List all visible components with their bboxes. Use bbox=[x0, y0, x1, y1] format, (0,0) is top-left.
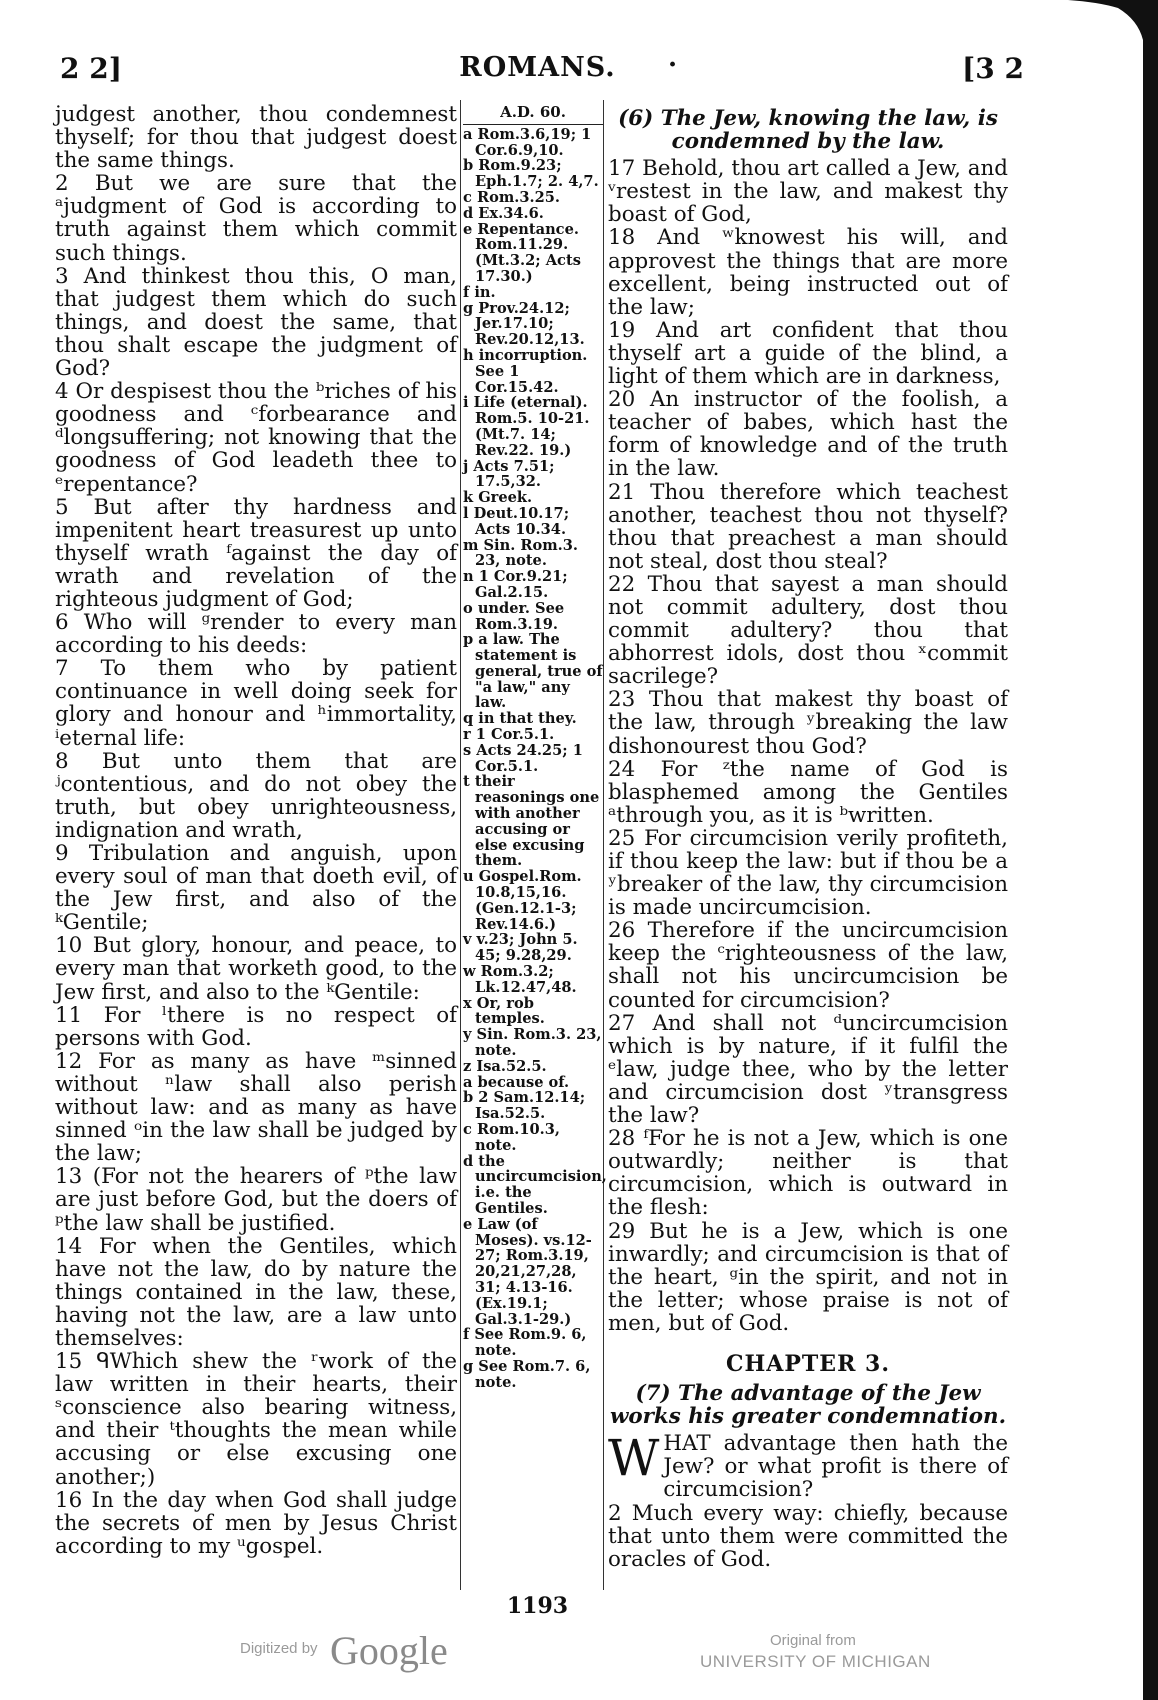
margin-references bbox=[463, 103, 607, 1391]
verse-text: 12 For as many as have ᵐsinned without ⁿlaw shall also perish without law: and as many as have sinned ᵒin the law shall be judged by the law; bbox=[55, 1048, 457, 1167]
margin-note: e Repentance. Rom.11.29. (Mt.3.2; Acts 17.30.) bbox=[463, 220, 581, 285]
header-dot: · bbox=[668, 50, 678, 80]
margin-note: d the uncircumcision, i.e. the Gentiles. bbox=[463, 1152, 607, 1217]
margin-note: c Rom.10.3, note. bbox=[463, 1121, 560, 1154]
left-text-column bbox=[55, 103, 457, 1558]
margin-date: A.D. 60. bbox=[463, 105, 603, 125]
column-rule-right bbox=[603, 100, 604, 1590]
verse-text: 24 For ᶻthe name of God is blasphemed among the Gentiles ᵃthrough you, as it is ᵇwritten. bbox=[608, 756, 1008, 828]
digitized-by-label: Digitized by bbox=[240, 1640, 318, 1657]
page-title: ROMANS. bbox=[459, 52, 616, 83]
verse-text: 25 For circumcision verily profiteth, if thou keep the law: but if thou be a ʸbreaker of the law, thy circumcision is made uncircumcision. bbox=[608, 825, 1008, 921]
margin-note: d Ex.34.6. bbox=[463, 204, 544, 222]
verse-text: 2 But we are sure that the ᵃjudgment of God is according to truth against them which commit such things. bbox=[55, 171, 457, 266]
verse-text: 8 But unto them that are ʲcontentious, and do not obey the truth, but obey unrighteousness, indignation and wrath, bbox=[55, 748, 457, 843]
margin-note: r 1 Cor.5.1. bbox=[463, 726, 555, 744]
verse-text: 22 Thou that sayest a man should not commit adultery, dost thou commit adultery? thou that abhorrest idols, dost thou ˣcommit sacrilege? bbox=[608, 571, 1008, 690]
google-logo: Google bbox=[330, 1628, 448, 1673]
margin-note: o under. See Rom.3.19. bbox=[463, 599, 565, 633]
verse-text: 26 Therefore if the uncircumcision keep the ᶜrighteousness of the law, shall not his uncircumcision be counted for circumcision? bbox=[608, 918, 1008, 1013]
margin-note: e Law (of Moses). vs.12-27; Rom.3.19, 20,21,27,28, 31; 4.13-16. (Ex.19.1; Gal.3.1-29.) bbox=[463, 1215, 592, 1328]
margin-note: b 2 Sam.12.14; Isa.52.5. bbox=[463, 1089, 586, 1123]
margin-note: h incorruption. See 1 Cor.15.42. bbox=[463, 346, 588, 396]
margin-note: p a law. The statement is general, true of "a law," any law. bbox=[463, 631, 603, 712]
verse-text: 27 And shall not ᵈuncircumcision which is by nature, if it fulfil the ᵉlaw, judge thee, who by the letter and circumcision dost ʸtransgress the law? bbox=[608, 1010, 1008, 1129]
verse-text: 21 Thou therefore which teachest another, teachest thou not thyself? thou that preachest a man should not steal, dost thou steal? bbox=[608, 479, 1008, 574]
margin-note: m Sin. Rom.3. 23, note. bbox=[463, 536, 578, 570]
margin-note: c Rom.3.25. bbox=[463, 188, 560, 206]
verse-text: 4 Or despisest thou the ᵇriches of his goodness and ᶜforbearance and ᵈlongsuffering; not knowing that the goodness of God leadeth thee to ᵉrepentance? bbox=[55, 379, 457, 497]
page-number: 1193 bbox=[506, 1593, 569, 1619]
verse-text: 14 For when the Gentiles, which have not the law, do by nature the things contained in the law, these, having not the law, are a law unto themselves: bbox=[55, 1233, 457, 1351]
margin-note: g See Rom.7. 6, note. bbox=[463, 1357, 591, 1391]
margin-note: z Isa.52.5. bbox=[463, 1057, 547, 1075]
margin-note: s Acts 24.25; 1 Cor.5.1. bbox=[463, 741, 583, 775]
verse-text: 20 An instructor of the foolish, a teacher of babes, which hast the form of knowledge and of the truth in the law. bbox=[608, 387, 1008, 482]
margin-note: n 1 Cor.9.21; Gal.2.15. bbox=[463, 568, 568, 601]
margin-note: f See Rom.9. 6, note. bbox=[463, 1326, 587, 1360]
margin-note: l Deut.10.17; Acts 10.34. bbox=[463, 504, 570, 538]
verse-text: 3 And thinkest thou this, O man, that judgest them which do such things, and doest the same, that thou shalt escape the judgment of God? bbox=[55, 263, 457, 382]
original-from-label: Original from bbox=[770, 1632, 856, 1649]
library-name: UNIVERSITY OF MICHIGAN bbox=[700, 1652, 931, 1671]
margin-note: a Rom.3.6,19; 1 Cor.6.9,10. bbox=[463, 125, 592, 159]
margin-note: g Prov.24.12; Jer.17.10; Rev.20.12,13. bbox=[463, 299, 585, 349]
margin-note: u Gospel.Rom. 10.8,15,16. (Gen.12.1-3; Rev.14.6.) bbox=[463, 868, 582, 933]
section-heading-2: (7) The advantage of the Jew works his greater condemnation. bbox=[609, 1381, 1007, 1430]
verse-text-chapter-start bbox=[608, 1429, 1008, 1503]
verse-text: 28 ᶠFor he is not a Jew, which is one outwardly; neither is that circumcision, which is outward in the flesh: bbox=[608, 1126, 1008, 1221]
margin-note: w Rom.3.2; Lk.12.47,48. bbox=[463, 963, 577, 996]
header-chapter-ref-left: 2 2] bbox=[60, 52, 122, 85]
verse-text: 13 (For not the hearers of ᵖthe law are just before God, but the doers of ᵖthe law shall be justified. bbox=[55, 1164, 457, 1236]
margin-note: j Acts 7.51; 17.5,32. bbox=[463, 457, 555, 491]
header-chapter-ref-right: [3 2 bbox=[962, 52, 1024, 85]
margin-note: v v.23; John 5. 45; 9.28,29. bbox=[463, 931, 578, 965]
margin-note: a because of. bbox=[463, 1073, 570, 1091]
verse-text: 11 For ˡthere is no respect of persons with God. bbox=[55, 1002, 457, 1051]
verse-text: 7 To them who by patient continuance in well doing seek for glory and honour and ʰimmortality, ⁱeternal life: bbox=[55, 656, 457, 751]
margin-note: q in that they. bbox=[463, 710, 577, 728]
verse-text: 5 But after thy hardness and impenitent heart treasurest up unto thyself wrath ᶠagainst the day of wrath and revelation of the righteous judgment of God; bbox=[55, 494, 457, 612]
chapter-heading: CHAPTER 3. bbox=[726, 1350, 890, 1377]
verse-text: 17 Behold, thou art called a Jew, and ᵛrestest in the law, and makest thy boast of God, bbox=[608, 156, 1008, 228]
margin-note: k Greek. bbox=[463, 489, 533, 507]
margin-note: x Or, rob temples. bbox=[463, 994, 545, 1028]
verse-text: 19 And art confident that thou thyself art a guide of the blind, a light of them which are in darkness, bbox=[608, 317, 1008, 390]
verse-text: HAT advantage then hath the Jew? or what profit is there of circumcision? bbox=[663, 1431, 1008, 1503]
verse-text: 6 Who will ᵍrender to every man according to his deeds: bbox=[55, 610, 457, 659]
margin-note: f in. bbox=[463, 283, 496, 301]
verse-text: judgest another, thou condemnest thyself; for thou that judgest doest the same things. bbox=[55, 102, 457, 174]
verse-text: 2 Much every way: chiefly, because that unto them were committed the oracles of God. bbox=[608, 1500, 1008, 1572]
margin-note: i Life (eternal). Rom.5. 10-21. (Mt.7. 14; Rev.22. 19.) bbox=[463, 394, 590, 459]
verse-text: 16 In the day when God shall judge the secrets of men by Jesus Christ according to my ᵘgospel. bbox=[55, 1487, 457, 1559]
scan-page-edge bbox=[1068, 0, 1158, 1700]
verse-text: 15 ᑫWhich shew the ʳwork of the law written in their hearts, their ˢconscience also bearing witness, and their ᵗthoughts the mean while accusing or else excusing one another;) bbox=[55, 1349, 457, 1490]
margin-note: b Rom.9.23; Eph.1.7; 2. 4,7. bbox=[463, 157, 599, 191]
right-text-column bbox=[608, 103, 1008, 1571]
drop-cap: W bbox=[608, 1429, 660, 1488]
verse-text: 23 Thou that makest thy boast of the law, through ʸbreaking the law dishonourest thou God? bbox=[608, 687, 1008, 759]
margin-note: t their reasonings one with another accusing or else excusing them. bbox=[463, 773, 600, 870]
section-heading: (6) The Jew, knowing the law, is condemned by the law. bbox=[618, 106, 998, 155]
verse-text: 9 Tribulation and anguish, upon every soul of man that doeth evil, of the Jew first, and also of the ᵏGentile; bbox=[55, 841, 457, 936]
column-rule-left bbox=[460, 100, 461, 1590]
verse-text: 29 But he is a Jew, which is one inwardly; and circumcision is that of the heart, ᵍin the spirit, and not in the letter; whose praise is not of men, but of God. bbox=[608, 1218, 1008, 1336]
margin-note: y Sin. Rom.3. 23, note. bbox=[463, 1026, 602, 1060]
verse-text: 18 And ʷknowest his will, and approvest the things that are more excellent, being instructed out of the law; bbox=[608, 225, 1008, 320]
verse-text: 10 But glory, honour, and peace, to every man that worketh good, to the Jew first, and also to the ᵏGentile: bbox=[55, 933, 457, 1005]
